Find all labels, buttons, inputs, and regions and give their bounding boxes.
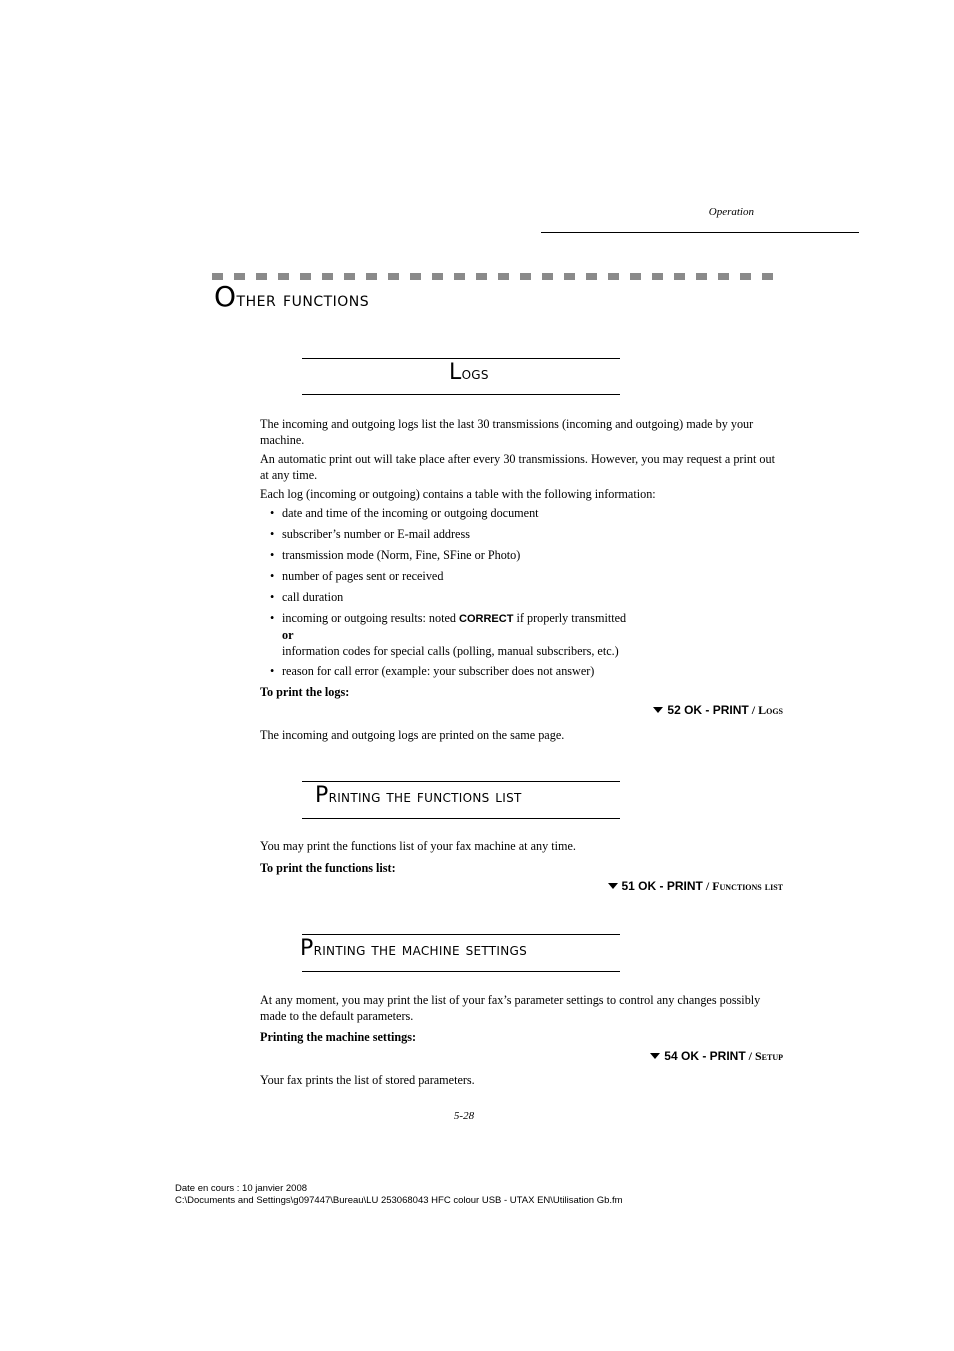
logs-title-initial: L: [449, 360, 462, 385]
running-header: Operation: [708, 206, 754, 218]
functions-title-initial: P: [315, 783, 329, 808]
functions-title-rest: rinting the functions list: [328, 787, 522, 807]
functions-print-label: To print the functions list:: [260, 861, 396, 875]
logs-intro-paragraph: The incoming and outgoing logs list the last 30 transmissions (incoming and outgoing) made by your machine.: [260, 417, 754, 447]
settings-intro-paragraph: At any moment, you may print the list of your fax’s parameter settings to control any changes possibly made to the default parameters.: [260, 993, 761, 1023]
arrow-down-icon: [608, 883, 618, 889]
list-item: • call duration: [270, 589, 783, 610]
arrow-down-icon: [653, 707, 663, 713]
settings-command-path: / Setup: [745, 1049, 783, 1063]
settings-title-rule-bottom: [302, 971, 620, 972]
correct-keyword: CORRECT: [459, 613, 514, 625]
footer-date: Date en cours : 10 janvier 2008: [175, 1183, 308, 1194]
settings-command-code: 54 OK - PRINT: [664, 1049, 746, 1063]
logs-print-label: To print the logs:: [260, 685, 350, 699]
chapter-title: [214, 280, 369, 313]
settings-print-command: [650, 1049, 783, 1064]
functions-title-rule-bottom: [302, 818, 620, 819]
settings-print-label: Printing the machine settings:: [260, 1030, 417, 1044]
settings-title-initial: P: [300, 936, 314, 961]
arrow-down-icon: [650, 1053, 660, 1059]
results-suffix: if properly transmitted: [516, 611, 627, 625]
functions-title-rule-top: [302, 781, 620, 782]
chapter-title-rest: ther functions: [236, 287, 370, 311]
logs-command-code: 52 OK - PRINT: [667, 703, 749, 717]
chapter-dashed-rule: [212, 273, 783, 280]
chapter-title-initial: O: [214, 280, 237, 313]
settings-title-rule-top: [302, 934, 620, 935]
functions-print-command: [608, 879, 784, 894]
results-alternative: information codes for special calls (polling, manual subscribers, etc.): [282, 644, 619, 658]
machine-settings-section-title: [300, 936, 527, 961]
settings-after-paragraph: Your fax prints the list of stored parameters.: [260, 1073, 475, 1087]
results-or: or: [282, 628, 294, 642]
list-item: • reason for call error (example: your subscriber does not answer): [270, 663, 783, 679]
logs-auto-print-paragraph: An automatic print out will take place after every 30 transmissions. However, you may request a print out at any time.: [260, 452, 775, 482]
logs-section-title: [449, 360, 489, 385]
header-rule: [541, 232, 859, 233]
logs-title-rule-bottom: [302, 394, 620, 395]
footer-file-path: C:\Documents and Settings\g097447\Bureau\LU 253068043 HFC colour USB - UTAX EN\Utilisation Gb.fm: [175, 1195, 623, 1206]
settings-title-rest: rinting the machine settings: [313, 940, 528, 960]
logs-command-path: / Logs: [748, 703, 783, 717]
list-item-results: [270, 610, 783, 663]
logs-print-command: [653, 703, 783, 718]
list-item: • subscriber’s number or E-mail address: [270, 526, 783, 547]
functions-intro-paragraph: You may print the functions list of your fax machine at any time.: [260, 839, 576, 853]
page-number: 5-28: [453, 1110, 475, 1122]
list-item: • date and time of the incoming or outgoing document: [270, 505, 783, 526]
logs-title-rule-top: [302, 358, 620, 359]
functions-command-code: 51 OK - PRINT: [621, 879, 703, 893]
list-item: • transmission mode (Norm, Fine, SFine or Photo): [270, 547, 783, 568]
logs-table-info-paragraph: Each log (incoming or outgoing) contains a table with the following information:: [260, 487, 656, 501]
list-item: • number of pages sent or received: [270, 568, 783, 589]
results-prefix: incoming or outgoing results: noted: [282, 611, 456, 625]
logs-title-rest: ogs: [461, 364, 489, 384]
logs-info-list: [270, 505, 783, 679]
functions-command-path: / Functions list: [702, 879, 783, 893]
logs-after-paragraph: The incoming and outgoing logs are printed on the same page.: [260, 728, 565, 742]
functions-list-section-title: [315, 783, 522, 808]
